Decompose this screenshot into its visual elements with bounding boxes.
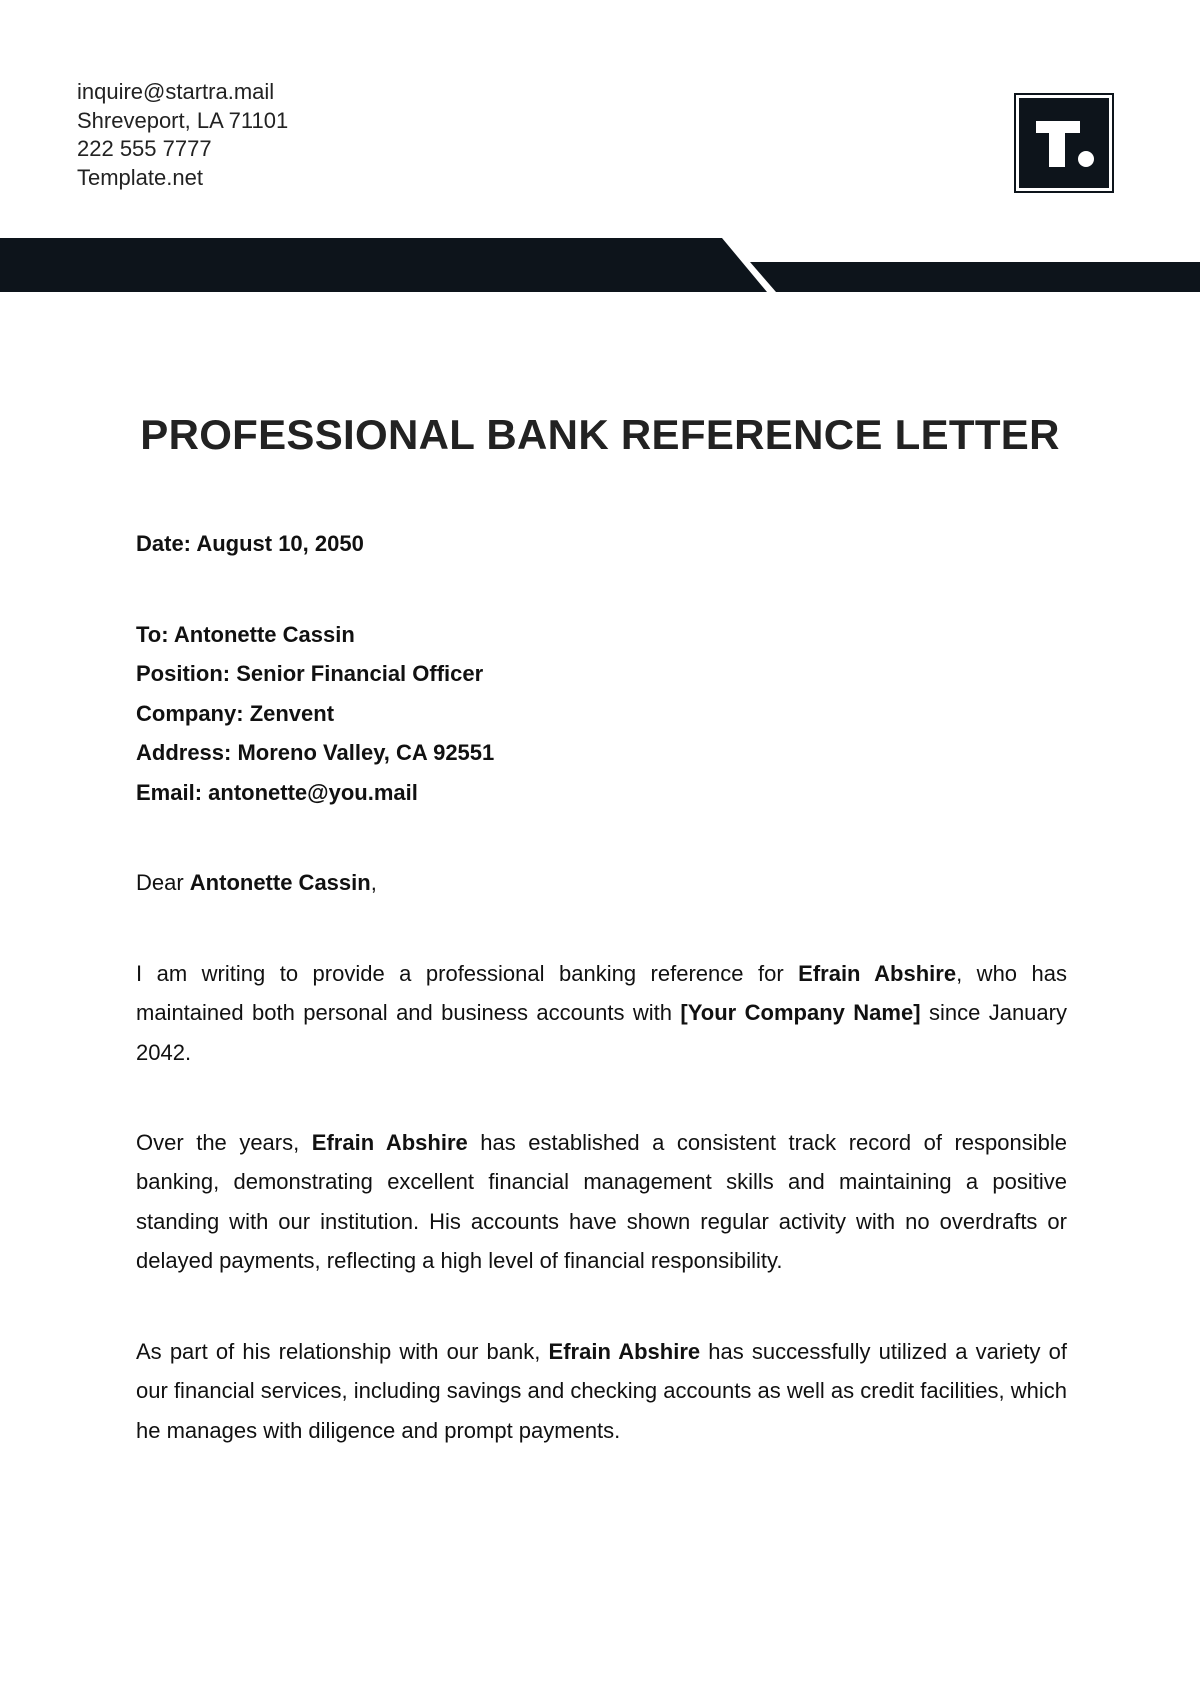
letter-greeting xyxy=(136,863,1067,902)
company-placeholder: [Your Company Name] xyxy=(680,1000,921,1026)
date-label: Date: xyxy=(136,531,192,556)
recipient-to xyxy=(136,615,1067,654)
contact-info xyxy=(77,78,288,192)
recipient-address xyxy=(136,733,1067,772)
greeting-name: Antonette Cassin xyxy=(189,870,371,895)
paragraph-1-text: I am writing to provide a professional banking reference for xyxy=(136,961,799,986)
contact-email: inquire@startra.mail xyxy=(77,79,275,104)
paragraph-1 xyxy=(136,954,1067,1072)
paragraph-1-text: since January 2042. xyxy=(136,1000,1067,1065)
paragraph-3-text: As part of his relationship with our bank, xyxy=(136,1339,549,1364)
date-value: August 10, 2050 xyxy=(196,531,364,556)
greeting-prefix: Dear xyxy=(136,870,190,895)
paragraph-2 xyxy=(136,1123,1067,1281)
recipient-company xyxy=(136,694,1067,733)
to-label: To: xyxy=(136,622,169,647)
recipient-email xyxy=(136,773,1067,812)
address-label: Address: xyxy=(136,740,232,766)
recipient-position xyxy=(136,654,1067,693)
to-value: Antonette Cassin xyxy=(173,622,355,647)
company-value: Zenvent xyxy=(249,700,335,726)
company-label: Company: xyxy=(136,700,244,726)
paragraph-3-text: has successfully utilized a variety of our financial services, including savings and checking accounts as well as credit facilities, which he manages with diligence and prompt payments. xyxy=(136,1339,1067,1443)
email-label: Email: xyxy=(136,779,203,805)
paragraph-3 xyxy=(136,1332,1067,1450)
contact-website: Template.net xyxy=(77,164,203,190)
paragraph-1-text: , who has maintained both personal and business accounts with xyxy=(136,961,1067,1026)
page-title: PROFESSIONAL BANK REFERENCE LETTER xyxy=(140,411,1060,458)
position-value: Senior Financial Officer xyxy=(236,661,484,687)
template-logo-icon xyxy=(1014,93,1114,193)
contact-phone: 222 555 7777 xyxy=(77,136,212,161)
email-value: antonette@you.mail xyxy=(208,779,418,805)
paragraph-2-text: has established a consistent track record of responsible banking, demonstrating excellent financial management skills and maintaining a positive standing with our institution. His accounts have shown regular activity with no overdrafts or delayed payments, reflecting a high level of financial responsibility. xyxy=(136,1130,1067,1274)
client-name: Efrain Abshire xyxy=(311,1130,468,1155)
paragraph-2-text: Over the years, xyxy=(136,1130,312,1155)
header-banner xyxy=(0,238,1200,292)
position-label: Position: xyxy=(136,661,231,687)
recipient-block xyxy=(136,615,1067,812)
contact-address: Shreveport, LA 71101 xyxy=(77,107,289,133)
greeting-suffix: , xyxy=(370,870,377,895)
client-name: Efrain Abshire xyxy=(548,1339,701,1364)
address-value: Moreno Valley, CA 92551 xyxy=(237,740,495,766)
letter-date xyxy=(136,524,1067,563)
client-name: Efrain Abshire xyxy=(798,961,957,986)
